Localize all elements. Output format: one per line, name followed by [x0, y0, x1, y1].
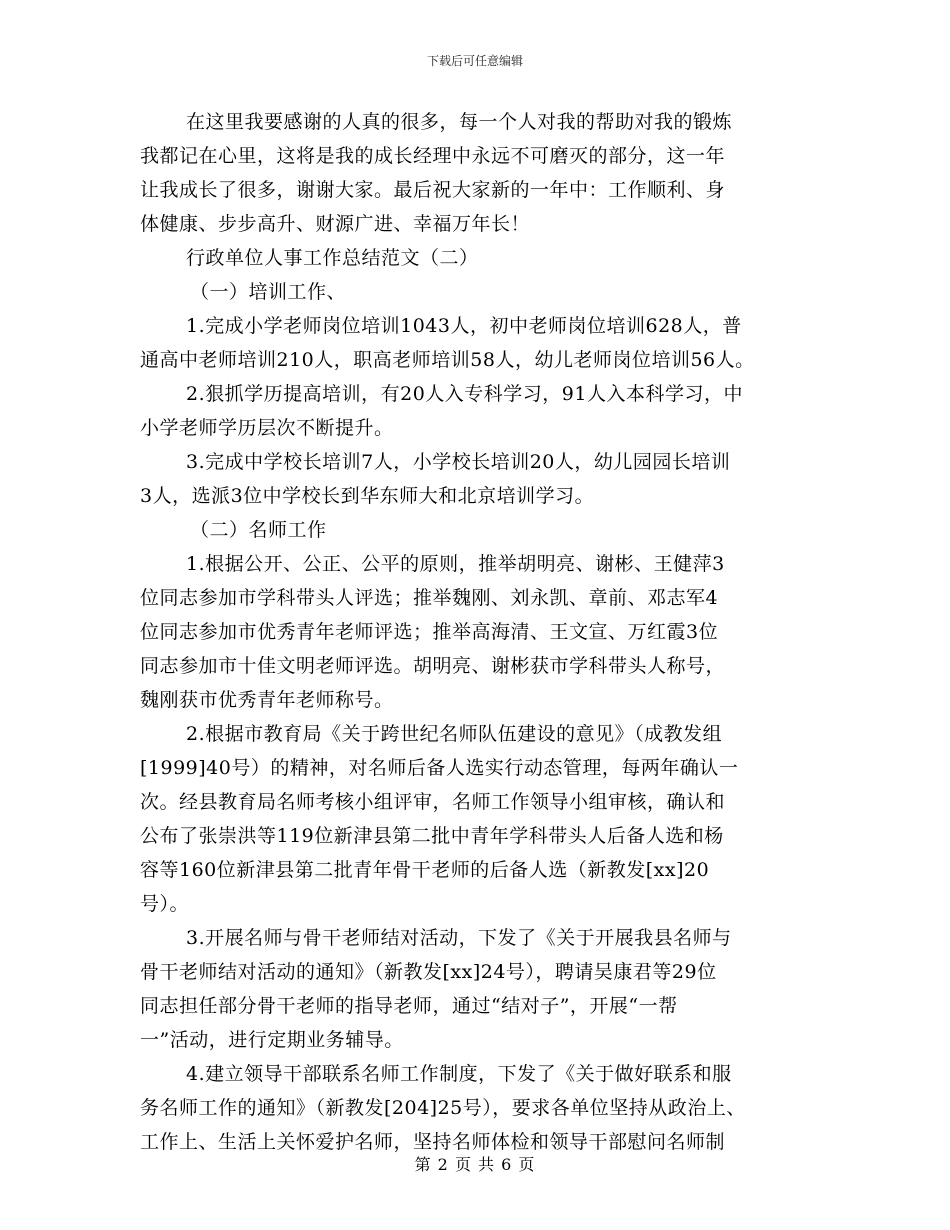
- text-line: 号）。: [140, 893, 190, 915]
- text-line: 行政单位人事工作总结范文（二）: [186, 247, 479, 269]
- text-line: 小学老师学历层次不断提升。: [140, 417, 394, 439]
- text-line: （一）培训工作、: [190, 281, 347, 303]
- text-line: 通高中老师培训210人，职高老师培训58人，幼儿老师岗位培训56人。: [140, 349, 755, 371]
- text-line: 3.完成中学校长培训7人，小学校长培训20人，幼儿园园长培训: [186, 451, 731, 473]
- page-footer: 第 2 页 共 6 页: [414, 1155, 536, 1174]
- text-line: 2.根据市教育局《关于跨世纪名师队伍建设的意见》（成教发组: [186, 723, 723, 745]
- text-line: 公布了张崇洪等119位新津县第二批中青年学科带头人后备人选和杨: [140, 825, 724, 847]
- text-line: 同志担任部分骨干老师的指导老师，通过“结对子”，开展“一帮: [140, 995, 678, 1017]
- text-line: （二）名师工作: [190, 519, 327, 541]
- text-line: 务名师工作的通知》（新教发[204]25号），要求各单位坚持从政治上、: [140, 1097, 746, 1119]
- text-line: 4.建立领导干部联系名师工作制度，下发了《关于做好联系和服: [186, 1063, 732, 1085]
- text-line: 位同志参加市优秀青年老师评选；推举高海清、王文宣、万红霞3位: [140, 621, 719, 643]
- text-line: 骨干老师结对活动的通知》（新教发[xx]24号），聘请吴康君等29位: [140, 961, 717, 983]
- text-line: 容等160位新津县第二批青年骨干老师的后备人选（新教发[xx]20: [140, 859, 710, 881]
- text-line: 3人，选派3位中学校长到华东师大和北京培训学习。: [140, 485, 595, 507]
- text-line: 我都记在心里，这将是我的成长经理中永远不可磨灭的部分，这一年: [140, 145, 726, 167]
- text-line: 魏刚获市优秀青年老师称号。: [140, 689, 394, 711]
- text-line: 1.根据公开、公正、公平的原则，推举胡明亮、谢彬、王健萍3: [186, 553, 725, 575]
- text-line: 工作上、生活上关怀爱护名师，坚持名师体检和领导干部慰问名师制: [140, 1131, 726, 1153]
- document-body: [140, 105, 830, 1159]
- text-line: 2.狠抓学历提高培训，有20人入专科学习，91人入本科学习，中: [186, 383, 743, 405]
- text-line: 同志参加市十佳文明老师评选。胡明亮、谢彬获市学科带头人称号，: [140, 655, 726, 677]
- text-line: 体健康、步步高升、财源广进、幸福万年长！: [140, 213, 531, 235]
- text-line: [1999]40号）的精神，对名师后备人选实行动态管理，每两年确认一: [140, 757, 739, 779]
- text-line: 让我成长了很多，谢谢大家。最后祝大家新的一年中：工作顺利、身: [140, 179, 726, 201]
- text-line: 在这里我要感谢的人真的很多，每一个人对我的帮助对我的锻炼: [186, 111, 733, 133]
- text-line: 1.完成小学老师岗位培训1043人，初中老师岗位培训628人，普: [186, 315, 742, 337]
- page-header: 下载后可任意编辑: [426, 54, 523, 68]
- text-line: 次。经县教育局名师考核小组评审，名师工作领导小组审核，确认和: [140, 791, 726, 813]
- text-line: 一”活动，进行定期业务辅导。: [140, 1029, 404, 1051]
- text-line: 3.开展名师与骨干老师结对活动，下发了《关于开展我县名师与: [186, 927, 732, 949]
- text-line: 位同志参加市学科带头人评选；推举魏刚、刘永凯、章前、邓志军4: [140, 587, 719, 609]
